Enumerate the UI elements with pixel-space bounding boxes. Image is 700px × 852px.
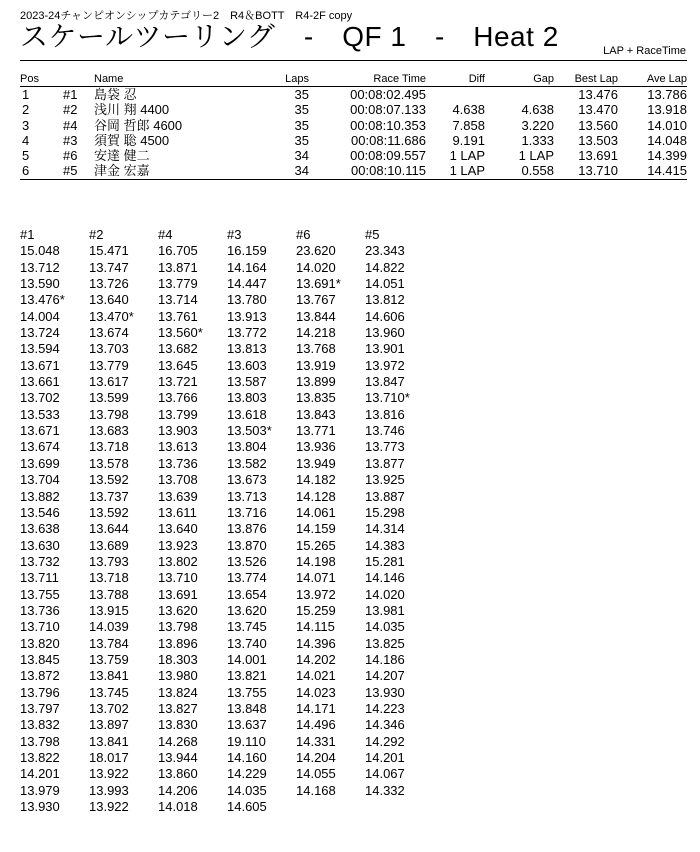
lap-time-cell: 13.797 [20,700,60,716]
lap-time-cell: 13.671 [20,357,60,373]
report-type-label: LAP + RaceTime [603,45,686,57]
lap-time-cell: 23.343 [365,243,405,259]
lap-time-cell: 14.071 [296,570,336,586]
results-cell-number: #1 [63,87,78,102]
lap-time-cell: 13.803 [227,390,267,406]
lap-time-cell: 13.981 [365,602,405,618]
results-cell-pos: 6 [22,163,30,179]
lap-time-cell: 14.201 [20,766,60,782]
lap-time-cell: 13.832 [20,717,60,733]
lap-time-cell: 13.899 [296,374,336,390]
lap-time-cell: 14.128 [296,488,336,504]
results-cell-best-lap: 13.560 [578,117,618,133]
lap-time-cell: 13.582 [227,455,267,471]
lap-time-cell: 13.925 [365,472,405,488]
lap-time-cell: 13.788 [89,586,129,602]
laps-header-cell: #3 [227,227,242,242]
lap-time-cell: 14.020 [296,259,336,275]
lap-time-cell: 14.292 [365,733,405,749]
lap-time-cell: 14.023 [296,684,336,700]
lap-time-cell: 13.841 [89,668,129,684]
laps-header-cell: #5 [365,227,380,242]
results-cell-diff: 1 LAP [449,163,485,179]
lap-time-cell: 13.712 [20,259,60,275]
lap-time-cell: 14.051 [365,276,405,292]
results-cell-race-time: 00:08:07.133 [350,102,426,118]
lap-time-cell: 13.843 [296,406,336,422]
lap-time-cell: 13.848 [227,700,267,716]
lap-time-cell: 18.303 [158,651,198,667]
results-cell-best-lap: 13.710 [578,163,618,179]
lap-time-cell: 14.115 [296,619,335,635]
lap-time-cell: 13.718 [89,570,129,586]
lap-time-cell: 14.207 [365,668,405,684]
lap-time-cell: 14.314 [365,521,405,537]
results-cell-pos: 5 [22,148,30,164]
lap-time-cell: 13.773 [365,439,405,455]
lap-time-cell: 13.603 [227,357,267,373]
lap-time-cell: 14.182 [296,472,336,488]
lap-time-cell: 14.160 [227,750,267,765]
lap-time-cell: 13.689 [89,537,129,553]
results-cell-pos: 4 [22,132,30,148]
lap-time-cell: 13.674 [20,439,60,455]
lap-time-cell: 13.755 [227,684,267,700]
lap-time-cell: 13.830 [158,717,198,733]
lap-time-cell: 13.774 [227,570,267,586]
results-cell-diff: 1 LAP [449,148,485,164]
results-cell-pos: 2 [22,102,30,118]
lap-time-cell: 13.637 [227,717,267,733]
lap-time-cell: 13.644 [89,521,129,537]
lap-time-cell: 13.546 [20,504,60,520]
lap-time-cell: 13.724 [20,325,60,341]
lap-time-cell: 13.993 [89,782,129,798]
lap-time-cell: 13.796 [20,684,60,700]
lap-time-cell: 13.740 [227,635,267,651]
lap-time-cell: 13.804 [227,439,267,455]
results-cell-number: #5 [63,163,78,179]
lap-time-cell: 13.767 [296,292,336,308]
lap-time-cell: 13.761 [158,308,198,324]
lap-time-cell: 13.702 [89,700,129,716]
lap-time-cell: 15.265 [296,537,336,553]
lap-time-cell: 15.048 [20,243,60,259]
lap-time-cell: 13.533 [20,406,60,422]
lap-time-cell: 14.004 [20,308,60,324]
lap-time-cell: 13.654 [227,586,267,602]
lap-time-cell: 13.718 [89,439,129,455]
lap-time-cell: 13.820 [20,635,60,651]
lap-time-cell: 13.779 [158,276,198,292]
results-cell-ave-lap: 14.415 [647,163,687,179]
results-cell-pos: 3 [22,117,30,133]
lap-time-cell: 13.710* [365,390,410,406]
lap-time-cell: 13.771 [296,423,336,439]
lap-time-cell: 13.640 [158,521,198,537]
lap-time-cell: 13.798 [158,619,198,635]
lap-time-cell: 13.860 [158,766,198,782]
lap-time-cell: 13.816 [365,406,405,422]
results-cell-name: 須賀 聡 4500 [94,132,170,148]
lap-time-cell: 13.703 [89,341,129,357]
results-row [20,148,687,163]
lap-time-cell: 13.746 [365,423,405,439]
lap-time-cell: 14.035 [227,782,267,798]
results-cell-gap: 1 LAP [518,148,554,164]
lap-time-cell: 14.822 [365,259,405,275]
lap-time-cell: 13.825 [365,635,405,651]
lap-time-cell: 13.755 [20,586,60,602]
lap-time-cell: 13.877 [365,455,405,471]
results-table [20,73,687,180]
results-cell-race-time: 00:08:10.353 [350,117,426,133]
results-cell-race-time: 00:08:09.557 [350,148,426,164]
lap-time-cell: 13.882 [20,488,60,504]
lap-time-cell: 14.496 [296,717,336,733]
lap-time-cell: 13.930 [20,799,60,815]
results-cell-name: 谷岡 哲郎 4600 [94,117,183,133]
lap-time-cell: 13.713 [227,488,267,504]
lap-time-cell: 13.876 [227,521,267,537]
lap-time-cell: 13.590 [20,276,60,292]
results-header-best-lap: Best Lap [574,73,618,85]
laps-header-cell: #2 [89,227,104,242]
lap-time-cell: 13.798 [89,406,129,422]
lap-time-cell: 14.223 [365,700,405,716]
page-title: スケールツーリング - QF 1 - Heat 2 [20,21,559,52]
results-cell-ave-lap: 14.010 [647,117,687,133]
lap-time-cell: 13.779 [89,357,129,373]
lap-time-cell: 13.824 [158,684,198,700]
results-row [20,133,687,148]
results-cell-laps: 35 [294,117,309,133]
lap-time-cell: 14.001 [227,651,267,667]
lap-time-cell: 13.699 [20,455,60,471]
lap-time-cell: 13.745 [89,684,129,700]
results-header-gap: Gap [533,73,554,85]
lap-time-cell: 15.259 [296,602,336,618]
laps-header-cell: #4 [158,227,173,242]
results-cell-best-lap: 13.691 [578,148,618,164]
lap-time-cell: 14.055 [296,766,336,782]
lap-time-cell: 13.592 [89,472,129,488]
lap-time-cell: 13.922 [89,799,129,815]
lap-time-cell: 13.711 [20,570,59,586]
lap-time-cell: 13.872 [20,668,60,684]
lap-time-cell: 13.503* [227,423,272,439]
lap-time-cell: 13.630 [20,537,60,553]
lap-time-cell: 18.017 [89,750,129,765]
results-header-race-time: Race Time [373,73,426,85]
lap-time-cell: 13.618 [227,406,267,422]
results-header-diff: Diff [468,73,485,85]
results-cell-laps: 35 [294,102,309,118]
lap-time-cell: 13.704 [20,472,60,488]
results-cell-name: 津金 宏嘉 [94,163,150,179]
lap-time-cell: 14.061 [296,504,336,520]
results-cell-race-time: 00:08:10.115 [351,163,426,179]
lap-time-cell: 13.661 [20,374,60,390]
lap-time-cell: 13.620 [158,602,198,618]
lap-time-cell: 13.639 [158,488,198,504]
lap-time-cell: 13.745 [227,619,267,635]
lap-time-cell: 13.708 [158,472,198,488]
results-cell-diff: 9.191 [452,132,485,148]
lap-time-cell: 15.298 [365,504,405,520]
lap-time-cell: 13.979 [20,782,60,798]
lap-time-cell: 13.702 [20,390,60,406]
results-header-pos: Pos [20,73,39,85]
lap-time-cell: 13.683 [89,423,129,439]
lap-time-cell: 13.972 [296,586,336,602]
results-cell-diff: 4.638 [452,102,485,118]
report-subtitle: 2023-24チャンピオンシップカテゴリー2 R4＆BOTT R4-2F copy [20,10,353,22]
lap-time-cell: 14.206 [158,782,198,798]
lap-time-cell: 13.691 [158,586,198,602]
lap-time-cell: 14.218 [296,325,336,341]
lap-time-cell: 14.067 [365,766,405,782]
results-cell-best-lap: 13.503 [578,132,618,148]
lap-time-cell: 14.229 [227,766,267,782]
results-cell-ave-lap: 14.048 [647,132,687,148]
lap-time-cell: 13.645 [158,357,198,373]
lap-time-cell: 13.915 [89,602,129,618]
results-cell-ave-lap: 13.918 [647,102,687,118]
lap-time-cell: 13.710 [158,570,198,586]
lap-time-cell: 13.812 [365,292,405,308]
results-cell-pos: 1 [22,87,30,102]
results-cell-number: #6 [63,148,78,164]
lap-time-cell: 13.903 [158,423,198,439]
results-header-ave-lap: Ave Lap [646,73,687,85]
lap-time-cell: 14.164 [227,259,267,275]
results-cell-laps: 35 [294,132,309,148]
lap-time-cell: 13.897 [89,717,129,733]
results-cell-diff: 7.858 [452,117,485,133]
results-cell-number: #2 [63,102,78,118]
lap-time-cell: 16.159 [227,243,267,259]
lap-time-cell: 16.705 [158,243,198,259]
results-cell-number: #3 [63,132,78,148]
lap-time-cell: 14.202 [296,651,336,667]
lap-time-cell: 15.281 [365,553,405,569]
lap-time-cell: 13.759 [89,651,129,667]
lap-time-cell: 15.471 [89,243,129,259]
lap-time-cell: 13.960 [365,325,405,341]
lap-time-cell: 13.736 [158,455,198,471]
lap-time-cell: 13.620 [227,602,267,618]
lap-time-cell: 13.721 [158,374,198,390]
results-cell-laps: 34 [294,148,309,164]
lap-time-cell: 13.599 [89,390,129,406]
laps-header-cell: #6 [296,227,311,242]
lap-time-cell: 13.674 [89,325,129,341]
lap-time-cell: 14.204 [296,750,336,765]
lap-time-cell: 14.159 [296,521,336,537]
results-header-row [20,73,687,85]
lap-time-cell: 14.396 [296,635,336,651]
results-row [20,102,687,117]
results-row [20,118,687,133]
lap-time-cell: 14.035 [365,619,405,635]
lap-time-cell: 13.845 [20,651,60,667]
results-cell-best-lap: 13.476 [578,87,618,102]
lap-time-cell: 13.617 [89,374,129,390]
results-cell-ave-lap: 13.786 [647,87,687,102]
lap-time-cell: 13.691* [296,276,341,292]
lap-time-cell: 13.847 [365,374,405,390]
lap-time-cell: 13.827 [158,700,198,716]
lap-time-cell: 13.682 [158,341,198,357]
lap-time-cell: 14.021 [296,668,336,684]
lap-time-cell: 13.671 [20,423,60,439]
lap-time-cell: 13.737 [89,488,129,504]
lap-time-cell: 13.887 [365,488,405,504]
lap-time-cell: 13.870 [227,537,267,553]
lap-time-cell: 13.871 [158,259,198,275]
lap-time-cell: 13.949 [296,455,336,471]
results-cell-name: 浅川 翔 4400 [94,102,170,118]
results-header-name: Name [94,73,124,85]
results-cell-gap: 4.638 [521,102,554,118]
lap-time-cell: 23.620 [296,243,336,259]
lap-time-cell: 13.972 [365,357,405,373]
lap-time-cell: 13.578 [89,455,129,471]
lap-time-cell: 13.640 [89,292,129,308]
lap-time-cell: 14.346 [365,717,405,733]
lap-time-cell: 13.798 [20,733,60,749]
lap-time-cell: 14.331 [296,733,336,749]
lap-time-cell: 13.732 [20,553,60,569]
results-cell-gap: 1.333 [521,132,554,148]
lap-time-cell: 14.201 [365,750,405,765]
lap-time-cell: 13.822 [20,750,60,765]
lap-time-cell: 13.780 [227,292,267,308]
lap-time-cell: 13.592 [89,504,129,520]
lap-time-cell: 14.268 [158,733,198,749]
lap-time-cell: 13.766 [158,390,198,406]
lap-time-cell: 13.919 [296,357,336,373]
lap-time-cell: 13.714 [158,292,198,308]
lap-time-cell: 13.673 [227,472,267,488]
results-cell-gap: 3.220 [521,117,554,133]
results-row [20,87,687,102]
lap-time-cell: 13.736 [20,602,60,618]
lap-time-cell: 13.560* [158,325,203,341]
results-cell-laps: 34 [294,163,309,179]
lap-time-cell: 13.613 [158,439,198,455]
lap-time-cell: 13.896 [158,635,198,651]
results-header-laps: Laps [285,73,309,85]
lap-time-cell: 13.944 [158,750,198,765]
lap-time-cell: 13.936 [296,439,336,455]
results-row [20,163,687,179]
lap-time-cell: 13.772 [227,325,267,341]
lap-time-cell: 13.470* [89,308,134,324]
lap-time-cell: 13.716 [227,504,267,520]
lap-time-cell: 13.799 [158,406,198,422]
lap-time-cell: 13.930 [365,684,405,700]
lap-time-cell: 13.526 [227,553,267,569]
lap-time-cell: 14.018 [158,799,198,815]
lap-time-cell: 13.793 [89,553,129,569]
lap-time-cell: 13.901 [365,341,405,357]
lap-time-cell: 13.802 [158,553,198,569]
results-cell-race-time: 00:08:02.495 [350,87,426,102]
results-cell-race-time: 00:08:11.686 [351,132,426,148]
lap-time-cell: 13.768 [296,341,336,357]
results-cell-ave-lap: 14.399 [647,148,687,164]
lap-time-cell: 13.476* [20,292,65,308]
lap-time-cell: 14.606 [365,308,405,324]
lap-time-cell: 13.784 [89,635,129,651]
lap-time-cell: 14.039 [89,619,129,635]
lap-time-cell: 19.110 [227,733,266,749]
lap-time-cell: 14.171 [296,700,336,716]
lap-time-cell: 14.332 [365,782,405,798]
lap-time-cell: 14.168 [296,782,336,798]
lap-time-cell: 13.923 [158,537,198,553]
lap-time-cell: 13.813 [227,341,267,357]
results-cell-best-lap: 13.470 [578,102,618,118]
lap-time-cell: 13.980 [158,668,198,684]
laps-header-cell: #1 [20,227,35,242]
lap-time-cell: 13.726 [89,276,129,292]
title-divider [20,60,687,61]
results-cell-gap: 0.558 [521,163,554,179]
lap-time-cell: 14.186 [365,651,405,667]
lap-time-cell: 14.383 [365,537,405,553]
lap-time-cell: 14.146 [365,570,405,586]
lap-time-cell: 13.821 [227,668,267,684]
lap-time-cell: 13.913 [227,308,267,324]
results-cell-name: 島袋 忍 [94,87,137,102]
lap-time-cell: 13.594 [20,341,60,357]
lap-time-cell: 14.020 [365,586,405,602]
lap-time-cell: 13.747 [89,259,129,275]
lap-time-cell: 13.638 [20,521,60,537]
lap-time-cell: 14.605 [227,799,267,815]
lap-time-cell: 13.841 [89,733,129,749]
lap-time-cell: 13.710 [20,619,60,635]
results-cell-laps: 35 [294,87,309,102]
results-cell-name: 安達 健二 [94,148,150,164]
lap-time-cell: 13.922 [89,766,129,782]
lap-time-cell: 13.587 [227,374,267,390]
lap-time-cell: 13.611 [158,504,197,520]
lap-time-cell: 14.447 [227,276,267,292]
lap-time-cell: 14.198 [296,553,336,569]
results-cell-number: #4 [63,117,78,133]
lap-time-cell: 13.835 [296,390,336,406]
lap-time-cell: 13.844 [296,308,336,324]
